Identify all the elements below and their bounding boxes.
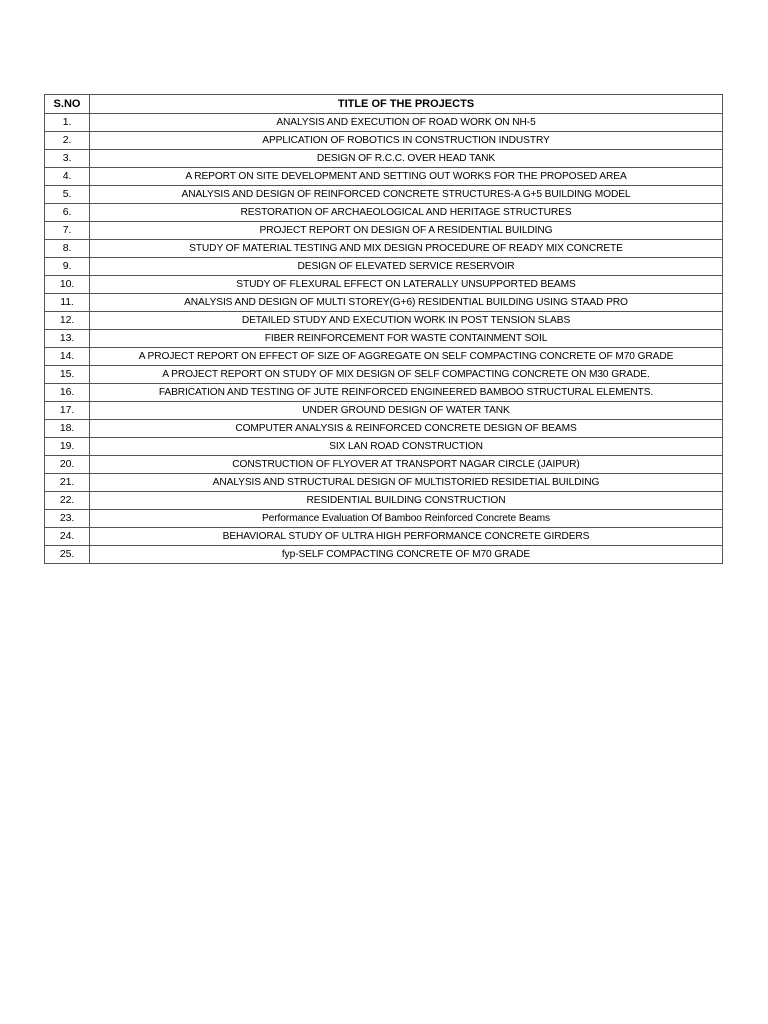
table-body — [45, 114, 723, 564]
row-sno: 2. — [45, 132, 90, 150]
row-title: Performance Evaluation Of Bamboo Reinforced Concrete Beams — [90, 510, 723, 528]
row-sno: 6. — [45, 204, 90, 222]
row-title: SIX LAN ROAD CONSTRUCTION — [90, 438, 723, 456]
row-sno: 18. — [45, 420, 90, 438]
row-sno: 16. — [45, 384, 90, 402]
row-title: STUDY OF FLEXURAL EFFECT ON LATERALLY UNSUPPORTED BEAMS — [90, 276, 723, 294]
row-title: FABRICATION AND TESTING OF JUTE REINFORCED ENGINEERED BAMBOO STRUCTURAL ELEMENTS. — [90, 384, 723, 402]
header-row — [45, 95, 723, 114]
row-title: fyp-SELF COMPACTING CONCRETE OF M70 GRADE — [90, 546, 723, 564]
table-row — [45, 240, 723, 258]
table-row — [45, 150, 723, 168]
row-sno: 22. — [45, 492, 90, 510]
row-title: APPLICATION OF ROBOTICS IN CONSTRUCTION INDUSTRY — [90, 132, 723, 150]
table-row — [45, 204, 723, 222]
row-sno: 25. — [45, 546, 90, 564]
row-title: BEHAVIORAL STUDY OF ULTRA HIGH PERFORMANCE CONCRETE GIRDERS — [90, 528, 723, 546]
row-title: DESIGN OF R.C.C. OVER HEAD TANK — [90, 150, 723, 168]
table-row — [45, 366, 723, 384]
row-sno: 17. — [45, 402, 90, 420]
row-sno: 23. — [45, 510, 90, 528]
table-row — [45, 114, 723, 132]
row-sno: 15. — [45, 366, 90, 384]
table-header — [45, 95, 723, 114]
row-title: DETAILED STUDY AND EXECUTION WORK IN POST TENSION SLABS — [90, 312, 723, 330]
row-title: ANALYSIS AND DESIGN OF REINFORCED CONCRETE STRUCTURES-A G+5 BUILDING MODEL — [90, 186, 723, 204]
row-sno: 19. — [45, 438, 90, 456]
projects-table — [44, 94, 723, 564]
table-row — [45, 294, 723, 312]
row-title: FIBER REINFORCEMENT FOR WASTE CONTAINMENT SOIL — [90, 330, 723, 348]
table-row — [45, 384, 723, 402]
row-title: A REPORT ON SITE DEVELOPMENT AND SETTING OUT WORKS FOR THE PROPOSED AREA — [90, 168, 723, 186]
row-title: A PROJECT REPORT ON STUDY OF MIX DESIGN OF SELF COMPACTING CONCRETE ON M30 GRADE. — [90, 366, 723, 384]
row-sno: 4. — [45, 168, 90, 186]
table-row — [45, 492, 723, 510]
table-row — [45, 312, 723, 330]
header-title: TITLE OF THE PROJECTS — [90, 95, 723, 114]
row-title: ANALYSIS AND DESIGN OF MULTI STOREY(G+6) RESIDENTIAL BUILDING USING STAAD PRO — [90, 294, 723, 312]
row-sno: 10. — [45, 276, 90, 294]
row-title: PROJECT REPORT ON DESIGN OF A RESIDENTIAL BUILDING — [90, 222, 723, 240]
row-title: ANALYSIS AND EXECUTION OF ROAD WORK ON NH-5 — [90, 114, 723, 132]
table-row — [45, 132, 723, 150]
row-title: DESIGN OF ELEVATED SERVICE RESERVOIR — [90, 258, 723, 276]
row-title: COMPUTER ANALYSIS & REINFORCED CONCRETE DESIGN OF BEAMS — [90, 420, 723, 438]
table-row — [45, 348, 723, 366]
row-sno: 20. — [45, 456, 90, 474]
table-row — [45, 510, 723, 528]
row-sno: 14. — [45, 348, 90, 366]
row-sno: 5. — [45, 186, 90, 204]
row-sno: 21. — [45, 474, 90, 492]
table-row — [45, 258, 723, 276]
row-title: CONSTRUCTION OF FLYOVER AT TRANSPORT NAGAR CIRCLE (JAIPUR) — [90, 456, 723, 474]
row-sno: 9. — [45, 258, 90, 276]
row-title: A PROJECT REPORT ON EFFECT OF SIZE OF AGGREGATE ON SELF COMPACTING CONCRETE OF M70 GRADE — [90, 348, 723, 366]
row-title: RESTORATION OF ARCHAEOLOGICAL AND HERITAGE STRUCTURES — [90, 204, 723, 222]
row-sno: 12. — [45, 312, 90, 330]
table-row — [45, 528, 723, 546]
row-sno: 11. — [45, 294, 90, 312]
row-title: UNDER GROUND DESIGN OF WATER TANK — [90, 402, 723, 420]
table-row — [45, 186, 723, 204]
table-row — [45, 420, 723, 438]
table-row — [45, 330, 723, 348]
row-sno: 7. — [45, 222, 90, 240]
table-row — [45, 402, 723, 420]
row-title: STUDY OF MATERIAL TESTING AND MIX DESIGN PROCEDURE OF READY MIX CONCRETE — [90, 240, 723, 258]
row-title: ANALYSIS AND STRUCTURAL DESIGN OF MULTISTORIED RESIDETIAL BUILDING — [90, 474, 723, 492]
row-sno: 1. — [45, 114, 90, 132]
table-row — [45, 276, 723, 294]
table-row — [45, 438, 723, 456]
table-row — [45, 168, 723, 186]
header-sno: S.NO — [45, 95, 90, 114]
row-sno: 24. — [45, 528, 90, 546]
row-sno: 3. — [45, 150, 90, 168]
table-row — [45, 222, 723, 240]
row-sno: 13. — [45, 330, 90, 348]
row-sno: 8. — [45, 240, 90, 258]
table-row — [45, 456, 723, 474]
row-title: RESIDENTIAL BUILDING CONSTRUCTION — [90, 492, 723, 510]
table-row — [45, 546, 723, 564]
table-row — [45, 474, 723, 492]
